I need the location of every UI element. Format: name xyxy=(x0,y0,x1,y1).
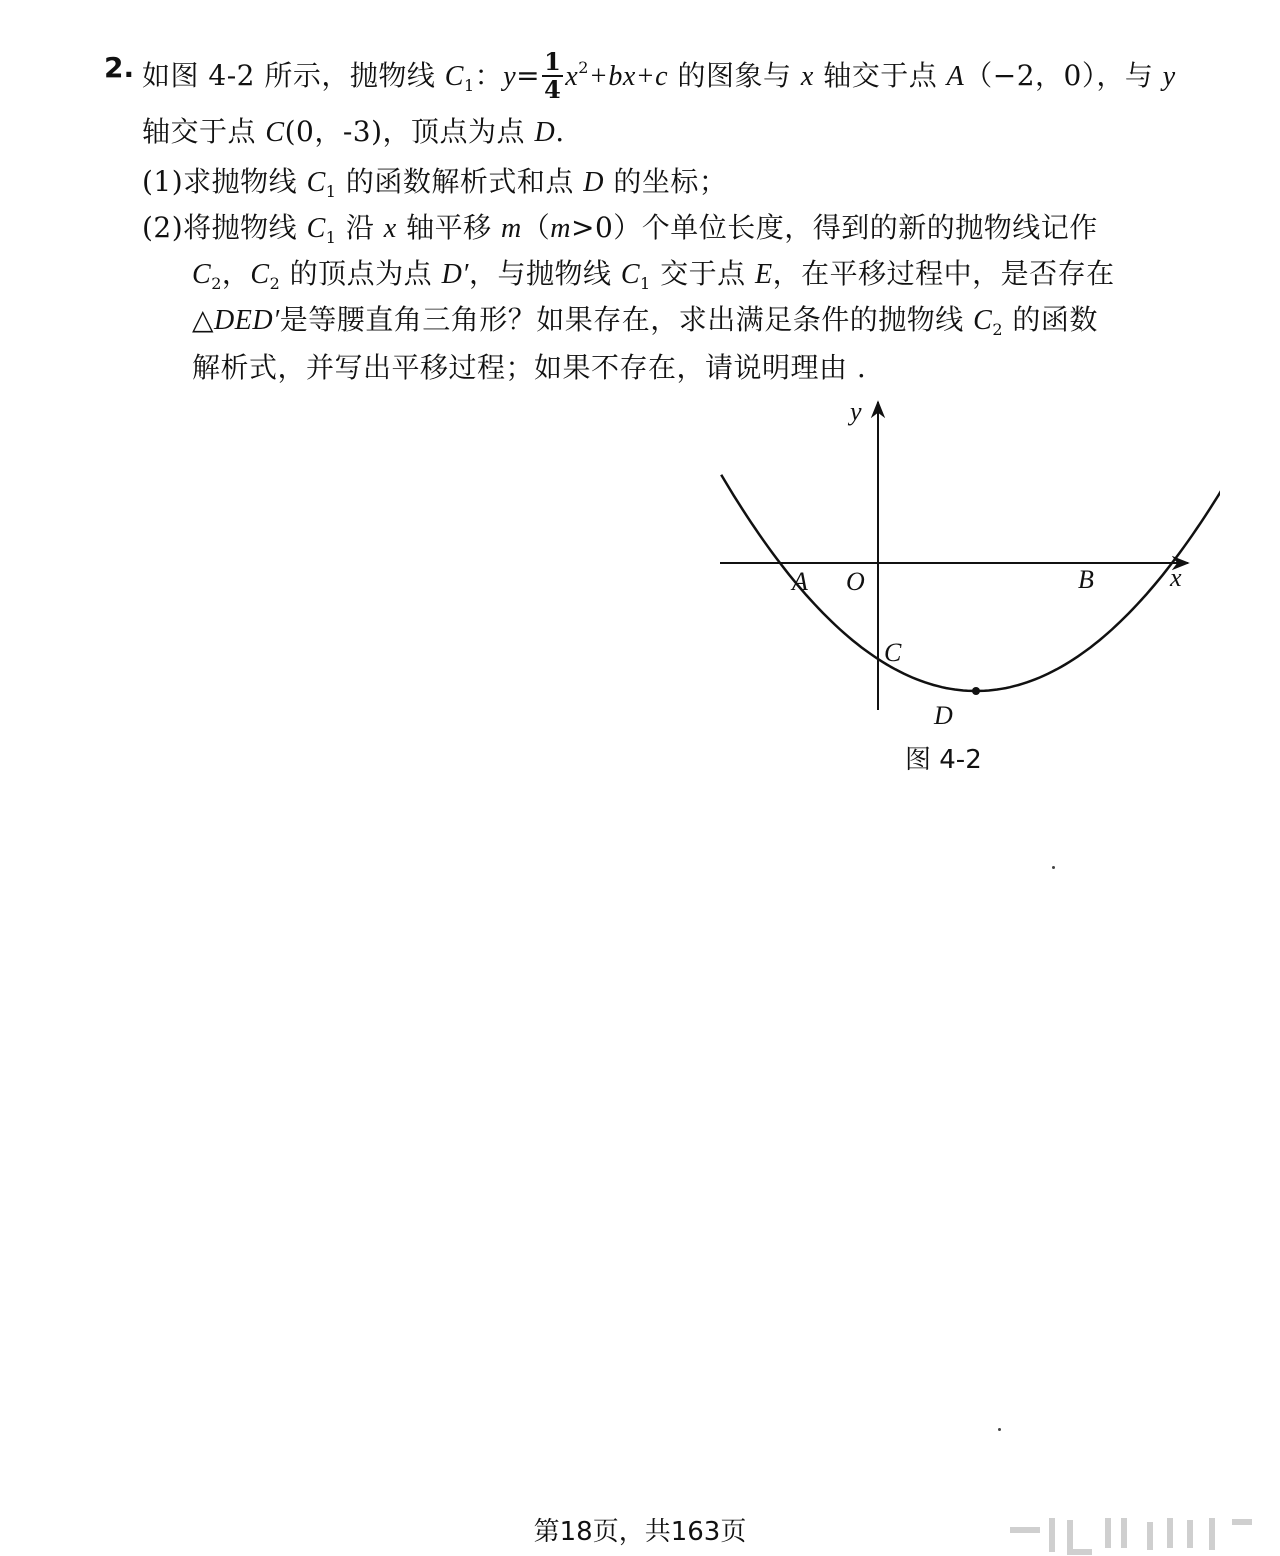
text-run: （ xyxy=(521,211,551,244)
math-equals: = xyxy=(516,59,541,92)
text-run: ，在平移过程中，是否存在 xyxy=(772,257,1115,290)
text-run: 的函数 xyxy=(1003,303,1098,336)
math-var: m xyxy=(501,213,522,244)
math-point: D xyxy=(534,117,556,148)
math-expression: +bx+c xyxy=(588,61,669,92)
parabola-figure-svg xyxy=(700,390,1220,790)
math-coordinate: (0，-3) xyxy=(284,115,383,148)
text-run: 如图 4-2 所示，抛物线 xyxy=(142,59,445,92)
text-run: 的坐标； xyxy=(604,165,728,198)
math-subscript: 1 xyxy=(325,228,337,247)
math-subscript: 2 xyxy=(992,320,1003,339)
fraction-denominator: 4 xyxy=(544,74,562,104)
problem-line-2 xyxy=(142,112,565,153)
math-var: m xyxy=(550,213,571,244)
math-var: y xyxy=(503,61,517,92)
fraction-numerator: 1 xyxy=(544,46,562,76)
question-part-2-line-3 xyxy=(192,300,1098,350)
question-part-2-line-4 xyxy=(192,348,866,388)
text-run: (2)将抛物线 xyxy=(142,211,307,244)
point-a-label: A xyxy=(792,567,808,596)
math-subscript: 2 xyxy=(269,274,281,293)
figure-caption: 图 4-2 xyxy=(905,745,982,775)
math-var: x xyxy=(800,61,814,92)
text-run: ，与 xyxy=(1096,59,1163,92)
text-run: 是等腰直角三角形？如果存在，求出满足条件的抛物线 xyxy=(279,303,974,336)
point-d-label: D xyxy=(934,701,953,730)
math-curve-name: C xyxy=(306,167,326,198)
text-run: . xyxy=(555,115,565,148)
figure-4-2 xyxy=(700,390,1220,790)
scan-speck xyxy=(1052,866,1055,869)
triangle-symbol: △ xyxy=(192,303,215,336)
math-subscript: 1 xyxy=(640,274,651,293)
scan-speck xyxy=(998,1428,1001,1431)
math-superscript: 2 xyxy=(578,58,589,77)
text-run: >0）个单位长度，得到的新的抛物线记作 xyxy=(571,211,1098,244)
math-point: A xyxy=(946,61,965,92)
origin-label: O xyxy=(846,567,865,596)
math-point: E xyxy=(755,259,773,290)
text-run: (1)求抛物线 xyxy=(142,165,307,198)
text-run: 轴交于点 xyxy=(813,59,947,92)
math-subscript: 1 xyxy=(325,182,337,201)
question-part-2-line-1 xyxy=(142,208,1098,258)
text-run: ： xyxy=(474,59,504,92)
problem-number: 2. xyxy=(104,51,135,84)
math-triangle-name: DED′ xyxy=(214,305,280,336)
math-var: x xyxy=(383,213,397,244)
math-subscript: 1 xyxy=(463,76,475,95)
math-point: D xyxy=(583,167,604,198)
math-subscript: 2 xyxy=(211,274,222,293)
text-run: 的图象与 xyxy=(668,59,801,92)
point-c-label: C xyxy=(884,638,902,667)
text-run: ， xyxy=(221,257,251,290)
math-curve-name: C xyxy=(192,259,212,290)
x-axis-label: x xyxy=(1170,563,1182,592)
text-run: 轴交于点 xyxy=(142,115,266,148)
math-var: x xyxy=(565,61,579,92)
text-run: 的函数解析式和点 xyxy=(336,165,584,198)
point-b-label: B xyxy=(1078,565,1094,594)
math-fraction xyxy=(542,46,563,104)
text-run: 沿 xyxy=(336,211,384,244)
question-part-2-line-2 xyxy=(192,254,1115,304)
math-curve-name: C xyxy=(973,305,993,336)
problem-line-1 xyxy=(142,48,1176,106)
text-run: ，顶点为点 xyxy=(382,115,535,148)
text-run: 轴平移 xyxy=(396,211,502,244)
math-curve-name: C xyxy=(306,213,326,244)
math-point: D′ xyxy=(441,259,469,290)
text-run: 解析式，并写出平移过程；如果不存在，请说明理由 . xyxy=(192,351,867,384)
text-run: 的顶点为点 xyxy=(280,257,442,290)
math-curve-name: C xyxy=(620,259,641,290)
y-axis-label: y xyxy=(850,397,862,426)
math-curve-name: C xyxy=(250,259,270,290)
text-run: ，与抛物线 xyxy=(468,257,621,290)
question-part-1 xyxy=(142,162,727,212)
text-run: 交于点 xyxy=(650,257,756,290)
page-footer: 第18页，共163页 xyxy=(533,1517,747,1547)
math-point: C xyxy=(265,117,285,148)
vertex-point-d xyxy=(972,687,980,695)
math-var: y xyxy=(1162,61,1176,92)
math-coordinate: （−2，0） xyxy=(964,59,1097,92)
math-curve-name: C xyxy=(444,61,464,92)
